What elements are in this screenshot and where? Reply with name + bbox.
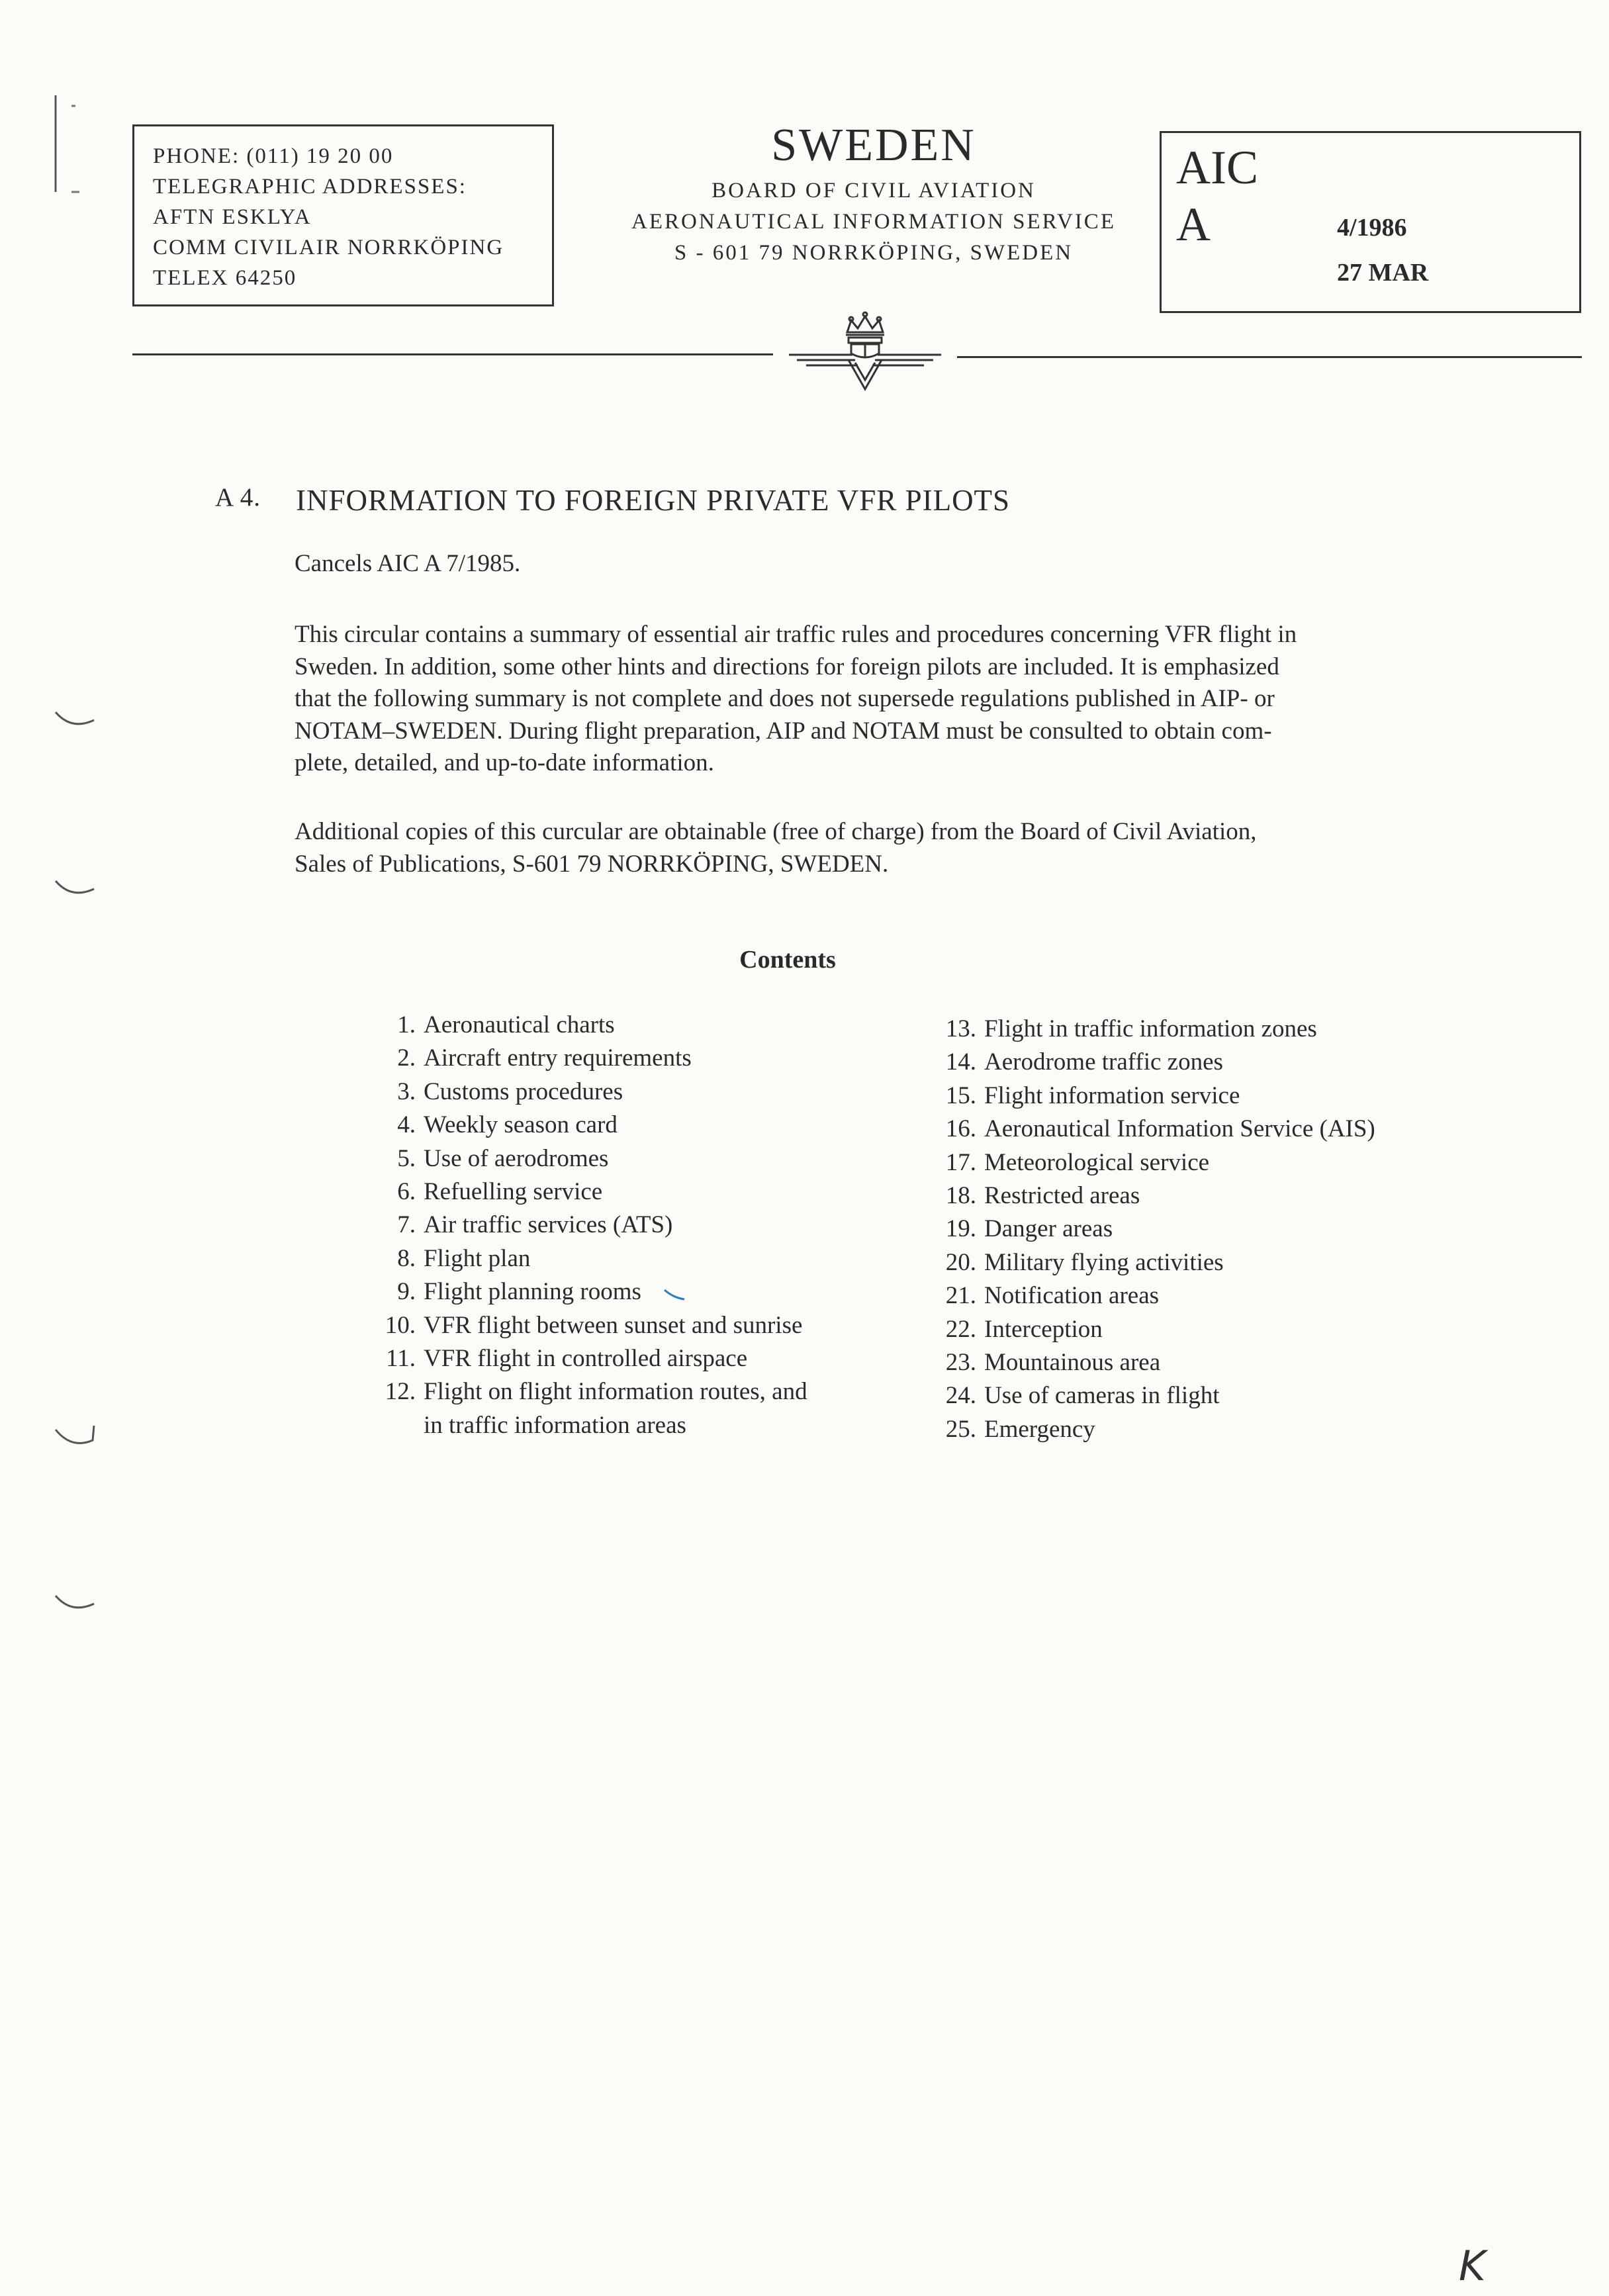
contents-item xyxy=(386,1342,807,1375)
contents-item-number: 20. xyxy=(945,1248,976,1276)
aic-box xyxy=(1160,131,1581,313)
intro-paragraph xyxy=(295,619,1433,780)
contact-line: AFTN ESKLYA xyxy=(153,205,312,229)
contents-item xyxy=(945,1179,1375,1213)
aic-label: AIC xyxy=(1176,141,1258,194)
contents-item-number: 13. xyxy=(945,1015,976,1042)
issuer-header xyxy=(582,116,1165,269)
contact-box xyxy=(132,124,554,306)
contents-item-number: 2. xyxy=(397,1044,416,1072)
contents-item xyxy=(945,1213,1375,1246)
handwritten-k-text: K xyxy=(1459,2242,1486,2287)
contents-item-number: 24. xyxy=(945,1382,976,1410)
contents-item xyxy=(397,1275,807,1309)
contents-item xyxy=(397,1142,807,1175)
contents-item-number: 11. xyxy=(386,1345,416,1373)
paragraph-line: Sweden. In addition, some other hints and directions for foreign pilots are included. It is emphasized xyxy=(295,653,1279,680)
contents-item xyxy=(945,1246,1375,1279)
contents-item-number: 4. xyxy=(397,1111,416,1139)
contents-item xyxy=(945,1346,1375,1379)
contents-item-text: Flight on flight information routes, and xyxy=(424,1378,807,1406)
contents-item-text: Emergency xyxy=(984,1415,1095,1443)
contact-line: PHONE: (011) 19 20 00 xyxy=(153,144,394,168)
punch-hole-mark-icon xyxy=(52,708,98,735)
punch-hole-mark-icon xyxy=(52,877,98,903)
aic-date: 27 MAR xyxy=(1337,259,1429,287)
contents-item-number: 7. xyxy=(397,1211,416,1239)
contents-item-text: Aerodrome traffic zones xyxy=(984,1048,1223,1076)
contents-item xyxy=(945,1279,1375,1312)
org-line: BOARD OF CIVIL AVIATION xyxy=(712,179,1036,203)
contents-item xyxy=(397,1009,807,1042)
contents-item xyxy=(385,1309,807,1342)
paragraph-line: NOTAM–SWEDEN. During flight preparation, AIP and NOTAM must be consulted to obtain com- xyxy=(295,717,1272,745)
contents-item xyxy=(945,1113,1375,1146)
contents-item xyxy=(945,1079,1375,1113)
contents-list-left xyxy=(385,1009,807,1442)
aic-series: A xyxy=(1176,198,1211,251)
binding-mark-icon xyxy=(53,93,93,205)
contents-list-right xyxy=(945,1013,1375,1446)
contents-item-continuation: in traffic information areas xyxy=(424,1411,686,1439)
contents-item xyxy=(397,1042,807,1075)
contents-item-text: Use of aerodromes xyxy=(424,1144,609,1172)
paragraph-line: Sales of Publications, S-601 79 NORRKÖPING, SWEDEN. xyxy=(295,850,889,878)
contact-line: COMM CIVILAIR NORRKÖPING xyxy=(153,236,504,259)
contents-item-text: Flight information service xyxy=(984,1081,1240,1109)
contents-item xyxy=(397,1242,807,1275)
paragraph-line: that the following summary is not complete and does not supersede regulations published in AIP- or xyxy=(295,685,1275,712)
contents-item xyxy=(385,1375,807,1408)
contents-item-number: 15. xyxy=(945,1081,976,1109)
contents-item-number: 9. xyxy=(397,1278,416,1306)
contents-item-text: Meteorological service xyxy=(984,1148,1210,1176)
contact-line: TELEX 64250 xyxy=(153,266,297,290)
contents-item-text: Restricted areas xyxy=(984,1182,1140,1210)
contents-item-number: 18. xyxy=(945,1182,976,1210)
contents-item-text: Flight planning rooms xyxy=(424,1278,641,1306)
contents-item xyxy=(945,1013,1375,1046)
paragraph-line: This circular contains a summary of essential air traffic rules and procedures concerning VFR flight in xyxy=(295,621,1297,648)
contents-item-text: Weekly season card xyxy=(424,1111,618,1139)
handwritten-k-mark xyxy=(1456,2240,1496,2287)
paragraph-line: Additional copies of this curcular are obtainable (free of charge) from the Board of Civil Aviation, xyxy=(295,818,1257,845)
contents-item-text: VFR flight in controlled airspace xyxy=(424,1345,748,1373)
contents-heading: Contents xyxy=(739,946,836,974)
crown-wings-emblem-icon xyxy=(782,306,948,395)
contents-item-number: 17. xyxy=(945,1148,976,1176)
contents-item-number: 19. xyxy=(945,1215,976,1243)
contents-item-text: Customs procedures xyxy=(424,1078,623,1105)
contents-item-number: 25. xyxy=(945,1415,976,1443)
contents-item xyxy=(945,1313,1375,1346)
contents-item-number: 10. xyxy=(385,1311,416,1339)
contents-item xyxy=(945,1379,1375,1412)
contents-item xyxy=(945,1413,1375,1446)
contents-item-number: 8. xyxy=(397,1244,416,1272)
section-number: A 4. xyxy=(215,483,261,512)
org-line: AERONAUTICAL INFORMATION SERVICE xyxy=(631,210,1116,234)
contents-item-number: 12. xyxy=(385,1378,416,1406)
contact-line: TELEGRAPHIC ADDRESSES: xyxy=(153,175,467,199)
contents-item-number: 16. xyxy=(945,1115,976,1143)
contents-item xyxy=(397,1109,807,1142)
cancels-note xyxy=(295,548,1433,580)
punch-hole-mark-icon xyxy=(52,1423,98,1456)
contents-item xyxy=(945,1046,1375,1079)
contents-item-text: Aeronautical charts xyxy=(424,1011,615,1038)
contents-item-text: Use of cameras in flight xyxy=(984,1382,1220,1410)
org-line: S - 601 79 NORRKÖPING, SWEDEN xyxy=(674,241,1074,265)
contents-item-text: Flight plan xyxy=(424,1244,531,1272)
contents-item-text: Mountainous area xyxy=(984,1349,1161,1377)
contents-item-number: 3. xyxy=(397,1078,416,1105)
punch-hole-mark-icon xyxy=(52,1592,98,1618)
contents-item xyxy=(397,1209,807,1242)
contents-item-text: Aeronautical Information Service (AIS) xyxy=(984,1115,1375,1143)
contents-item-text: Notification areas xyxy=(984,1282,1160,1310)
header-rule-right xyxy=(957,356,1582,358)
contents-item-text: Military flying activities xyxy=(984,1248,1224,1276)
contents-item-number: 5. xyxy=(397,1144,416,1172)
contents-item xyxy=(397,1076,807,1109)
contents-item-text: Interception xyxy=(984,1315,1103,1343)
contents-item-text: Flight in traffic information zones xyxy=(984,1015,1317,1042)
header-rule-left xyxy=(132,353,773,355)
contents-item-number: 22. xyxy=(945,1315,976,1343)
contents-item-number: 23. xyxy=(945,1349,976,1377)
pen-tick-mark-icon xyxy=(662,1287,688,1303)
contents-item xyxy=(945,1146,1375,1179)
contents-item-number: 21. xyxy=(945,1282,976,1310)
country-title: SWEDEN xyxy=(771,120,976,171)
contents-item-text: Aircraft entry requirements xyxy=(424,1044,692,1072)
paragraph-line: plete, detailed, and up-to-date information. xyxy=(295,749,714,776)
contents-item-text: Air traffic services (ATS) xyxy=(424,1211,673,1239)
contents-item-number: 14. xyxy=(945,1048,976,1076)
cancels-text: Cancels AIC A 7/1985. xyxy=(295,550,521,577)
section-title: INFORMATION TO FOREIGN PRIVATE VFR PILOTS xyxy=(296,484,1011,517)
contents-item-text: Refuelling service xyxy=(424,1178,603,1206)
contents-item-text: Danger areas xyxy=(984,1215,1113,1243)
contents-item-number: 6. xyxy=(397,1178,416,1206)
copies-paragraph xyxy=(295,816,1433,880)
contents-item-number: 1. xyxy=(397,1011,416,1038)
aic-number: 4/1986 xyxy=(1337,214,1407,242)
contents-item-text: VFR flight between sunset and sunrise xyxy=(424,1311,803,1339)
contents-item xyxy=(397,1175,807,1209)
